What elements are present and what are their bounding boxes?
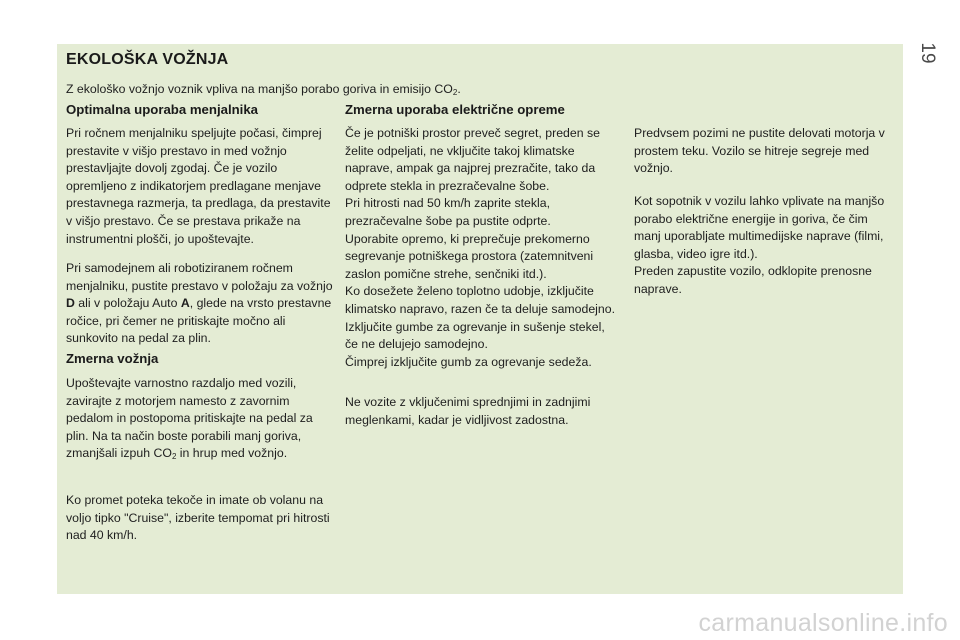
paragraph-portable-devices: Preden zapustite vozilo, odklopite prenosne naprave. — [634, 264, 872, 296]
electrical-text-block — [345, 125, 615, 371]
paragraph-moderate-driving — [66, 375, 336, 466]
heading-electrical-equipment: Zmerna uporaba električne opreme — [345, 102, 565, 117]
intro-end: . — [457, 82, 461, 96]
text-part: Upoštevajte varnostno razdaljo med vozili, zavirajte z motorjem namesto z zavornim pedalom in postopoma pritiskajte na pedal za plin. Na ta način boste porabili manj goriva, zmanjšali izpuh CO — [66, 376, 313, 461]
paragraph-defrost: Izključite gumbe za ogrevanje in sušenje stekel, če ne delujejo samodejno. — [345, 319, 605, 352]
gear-a: A — [180, 296, 190, 311]
intro-subscript: 2 — [452, 88, 458, 97]
watermark: carmanualsonline.info — [698, 609, 948, 637]
paragraph-automatic-gearbox — [66, 260, 336, 348]
page-number: 19 — [917, 42, 938, 64]
paragraph-ventilate: Če je potniški prostor preveč segret, preden se želite odpeljati, ne vključite takoj klimatske naprave, ampak ga najprej prezračite, tako da odprete stekla in prezračevalne šobe. — [345, 126, 600, 193]
paragraph-idle: Predvsem pozimi ne pustite delovati motorja v prostem teku. Vozilo se hitreje segreje med vožnjo. — [634, 126, 885, 176]
heading-moderate-driving: Zmerna vožnja — [66, 351, 159, 366]
text-part: , glede na vrsto prestavne ročice, pri čemer ne pritiskajte močno ali sunkovito na pedal za plin. — [66, 296, 332, 346]
intro-text: Z ekološko vožnjo voznik vpliva na manjšo porabo goriva in emisijo CO — [66, 82, 453, 96]
text-part: ali v položaju Auto — [74, 296, 181, 311]
co2-subscript: 2 — [171, 452, 177, 462]
section-title: EKOLOŠKA VOŽNJA — [66, 51, 229, 68]
text-part: Pri samodejnem ali robotiziranem ročnem menjalniku, pustite prestavo v položaju za vožnjo — [66, 261, 333, 293]
paragraph-fog-lights: Ne vozite z vključenimi sprednjimi in zadnjimi meglenkami, kadar je vidljivost zadostna. — [345, 395, 591, 427]
paragraph-seat-heating: Čimprej izključite gumb za ogrevanje sedeža. — [345, 354, 592, 369]
text-part: in hrup med vožnjo. — [176, 446, 288, 461]
passenger-text-block — [634, 193, 896, 299]
section-intro — [66, 81, 886, 101]
paragraph-multimedia: Kot sopotnik v vozilu lahko vplivate na manjšo porabo električne energije in goriva, če čim manj uporabljate multimedijske naprave (filmi, glasba, video igre itd.). — [634, 194, 885, 261]
heading-gearbox: Optimalna uporaba menjalnika — [66, 102, 258, 117]
paragraph-cruise: Ko promet poteka tekoče in imate ob volanu na voljo tipko "Cruise", izberite tempomat pri hitrosti nad 40 km/h. — [66, 493, 330, 543]
paragraph-sunblind: Uporabite opremo, ki preprečuje prekomerno segrevanje potniškega prostora (zatemnitveni zaslon pomične strehe, senčniki itd.). — [345, 231, 594, 281]
gear-d: D — [66, 296, 75, 311]
paragraph-climate-off: Ko dosežete želeno toplotno udobje, izključite klimatsko napravo, razen če ta deluje samodejno. — [345, 284, 615, 316]
paragraph-manual-gearbox: Pri ročnem menjalniku speljujte počasi, čimprej prestavite v višjo prestavo in med vožnjo prestavljajte dovolj zgodaj. Če je vozilo opremljeno z indikatorjem predlagane menjave prestavnega razmerja, ta predlaga, da prestavite v višjo prestavo. Če se prestava prikaže na instrumentni plošči, jo upoštevajte. — [66, 126, 331, 246]
paragraph-speed-windows: Pri hitrosti nad 50 km/h zaprite stekla, prezračevalne šobe pa pustite odprte. — [345, 196, 551, 228]
